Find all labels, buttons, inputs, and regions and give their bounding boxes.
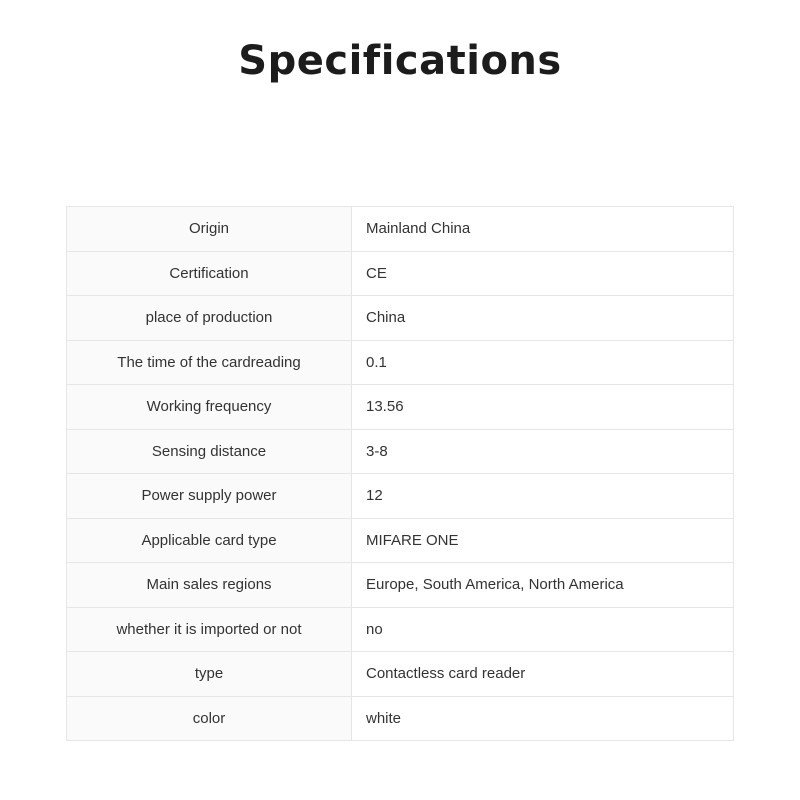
spec-label: Certification [67, 251, 352, 296]
spec-label: Sensing distance [67, 429, 352, 474]
table-row [67, 563, 734, 608]
spec-value: Europe, South America, North America [352, 563, 734, 608]
spec-label: place of production [67, 296, 352, 341]
table-row [67, 652, 734, 697]
table-row [67, 607, 734, 652]
spec-value: China [352, 296, 734, 341]
spec-label: Origin [67, 207, 352, 252]
table-row [67, 385, 734, 430]
spec-label: Applicable card type [67, 518, 352, 563]
table-row [67, 474, 734, 519]
spec-value: no [352, 607, 734, 652]
spec-value: 13.56 [352, 385, 734, 430]
spec-label: whether it is imported or not [67, 607, 352, 652]
spec-value: 0.1 [352, 340, 734, 385]
table-row [67, 251, 734, 296]
spec-label: The time of the cardreading [67, 340, 352, 385]
table-row [67, 429, 734, 474]
table-row [67, 207, 734, 252]
spec-value: Mainland China [352, 207, 734, 252]
spec-label: Power supply power [67, 474, 352, 519]
spec-value: Contactless card reader [352, 652, 734, 697]
spec-label: Working frequency [67, 385, 352, 430]
spec-label: type [67, 652, 352, 697]
specifications-table [66, 206, 734, 741]
spec-value: white [352, 696, 734, 741]
spec-value: CE [352, 251, 734, 296]
table-row [67, 518, 734, 563]
spec-value: 3-8 [352, 429, 734, 474]
spec-label: color [67, 696, 352, 741]
table-row [67, 296, 734, 341]
table-row [67, 340, 734, 385]
spec-value: 12 [352, 474, 734, 519]
spec-value: MIFARE ONE [352, 518, 734, 563]
page-title: Specifications [238, 38, 562, 84]
specifications-table-body [67, 207, 734, 741]
specifications-table-container [66, 206, 734, 741]
table-row [67, 696, 734, 741]
spec-label: Main sales regions [67, 563, 352, 608]
